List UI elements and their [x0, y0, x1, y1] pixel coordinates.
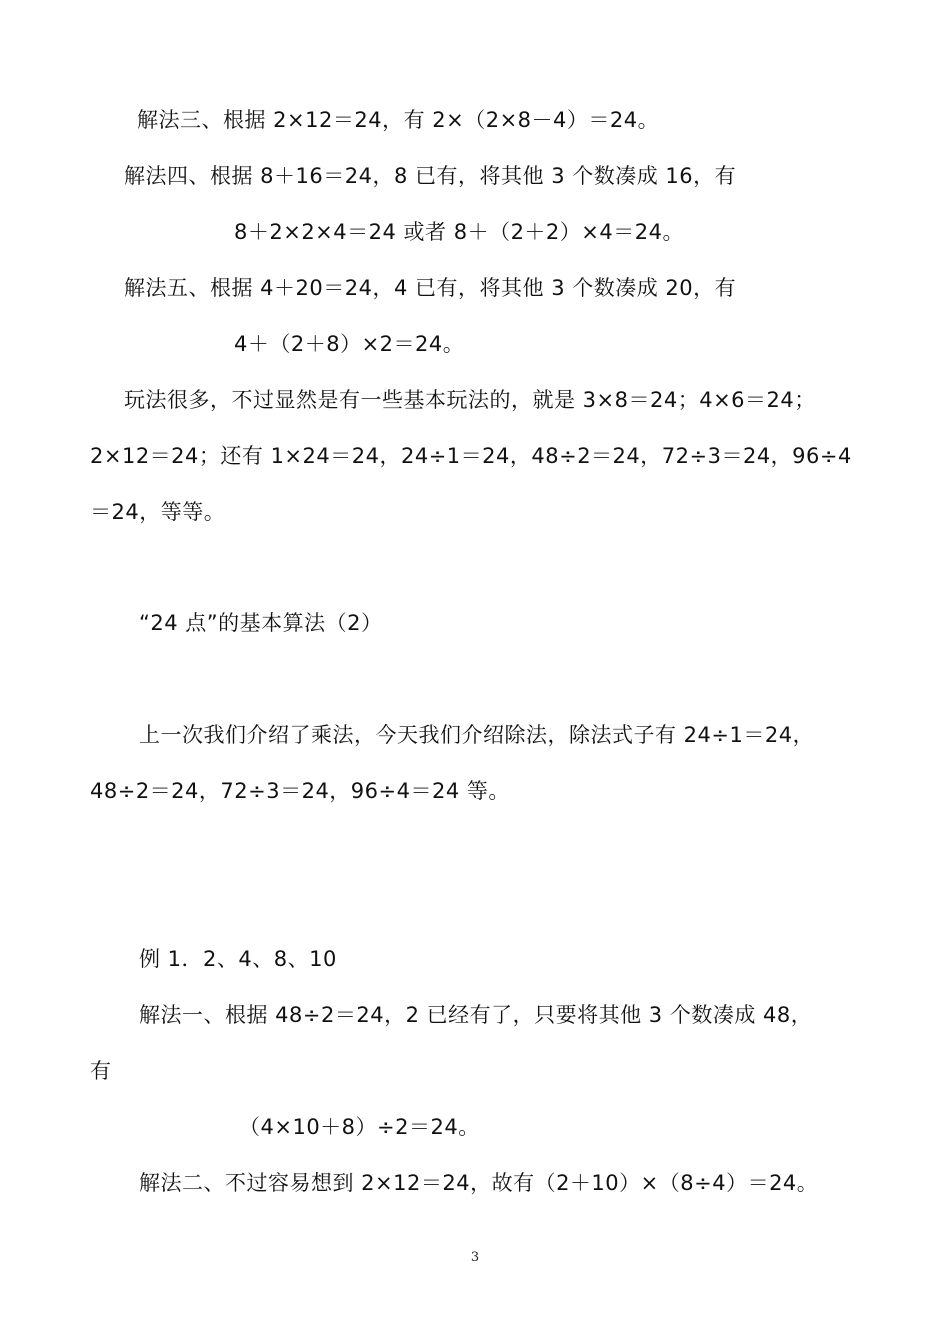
intro-line-2: 48÷2＝24，72÷3＝24，96÷4＝24 等。	[90, 779, 510, 803]
method-4-formula: 8＋2×2×4＝24 或者 8＋（2＋2）×4＝24。	[234, 220, 684, 244]
example-1-method-1-formula: （4×10＋8）÷2＝24。	[239, 1115, 480, 1139]
page-number: 3	[470, 1250, 480, 1265]
example-1-method-1-line-1: 解法一、根据 48÷2＝24，2 已经有了，只要将其他 3 个数凑成 48，	[139, 1003, 813, 1027]
method-3-line: 解法三、根据 2×12＝24，有 2×（2×8－4）＝24。	[137, 108, 660, 132]
example-1-method-1-line-2: 有	[90, 1059, 112, 1083]
summary-line-3: ＝24，等等。	[90, 500, 226, 524]
summary-line-2: 2×12＝24；还有 1×24＝24，24÷1＝24，48÷2＝24，72÷3＝24，96÷4	[90, 444, 852, 468]
method-5-line: 解法五、根据 4＋20＝24，4 已有，将其他 3 个数凑成 20，有	[124, 276, 737, 300]
section-title: “24 点”的基本算法（2）	[139, 611, 383, 635]
example-1-method-2: 解法二、不过容易想到 2×12＝24，故有（2＋10）×（8÷4）＝24。	[139, 1171, 819, 1195]
method-5-formula: 4＋（2＋8）×2＝24。	[234, 332, 465, 356]
summary-line-1: 玩法很多，不过显然是有一些基本玩法的，就是 3×8＝24；4×6＝24；	[124, 388, 816, 412]
example-1-label: 例 1．2、4、8、10	[139, 947, 337, 971]
intro-line-1: 上一次我们介绍了乘法，今天我们介绍除法，除法式子有 24÷1＝24，	[139, 723, 815, 747]
method-4-line: 解法四、根据 8＋16＝24，8 已有，将其他 3 个数凑成 16，有	[124, 164, 737, 188]
